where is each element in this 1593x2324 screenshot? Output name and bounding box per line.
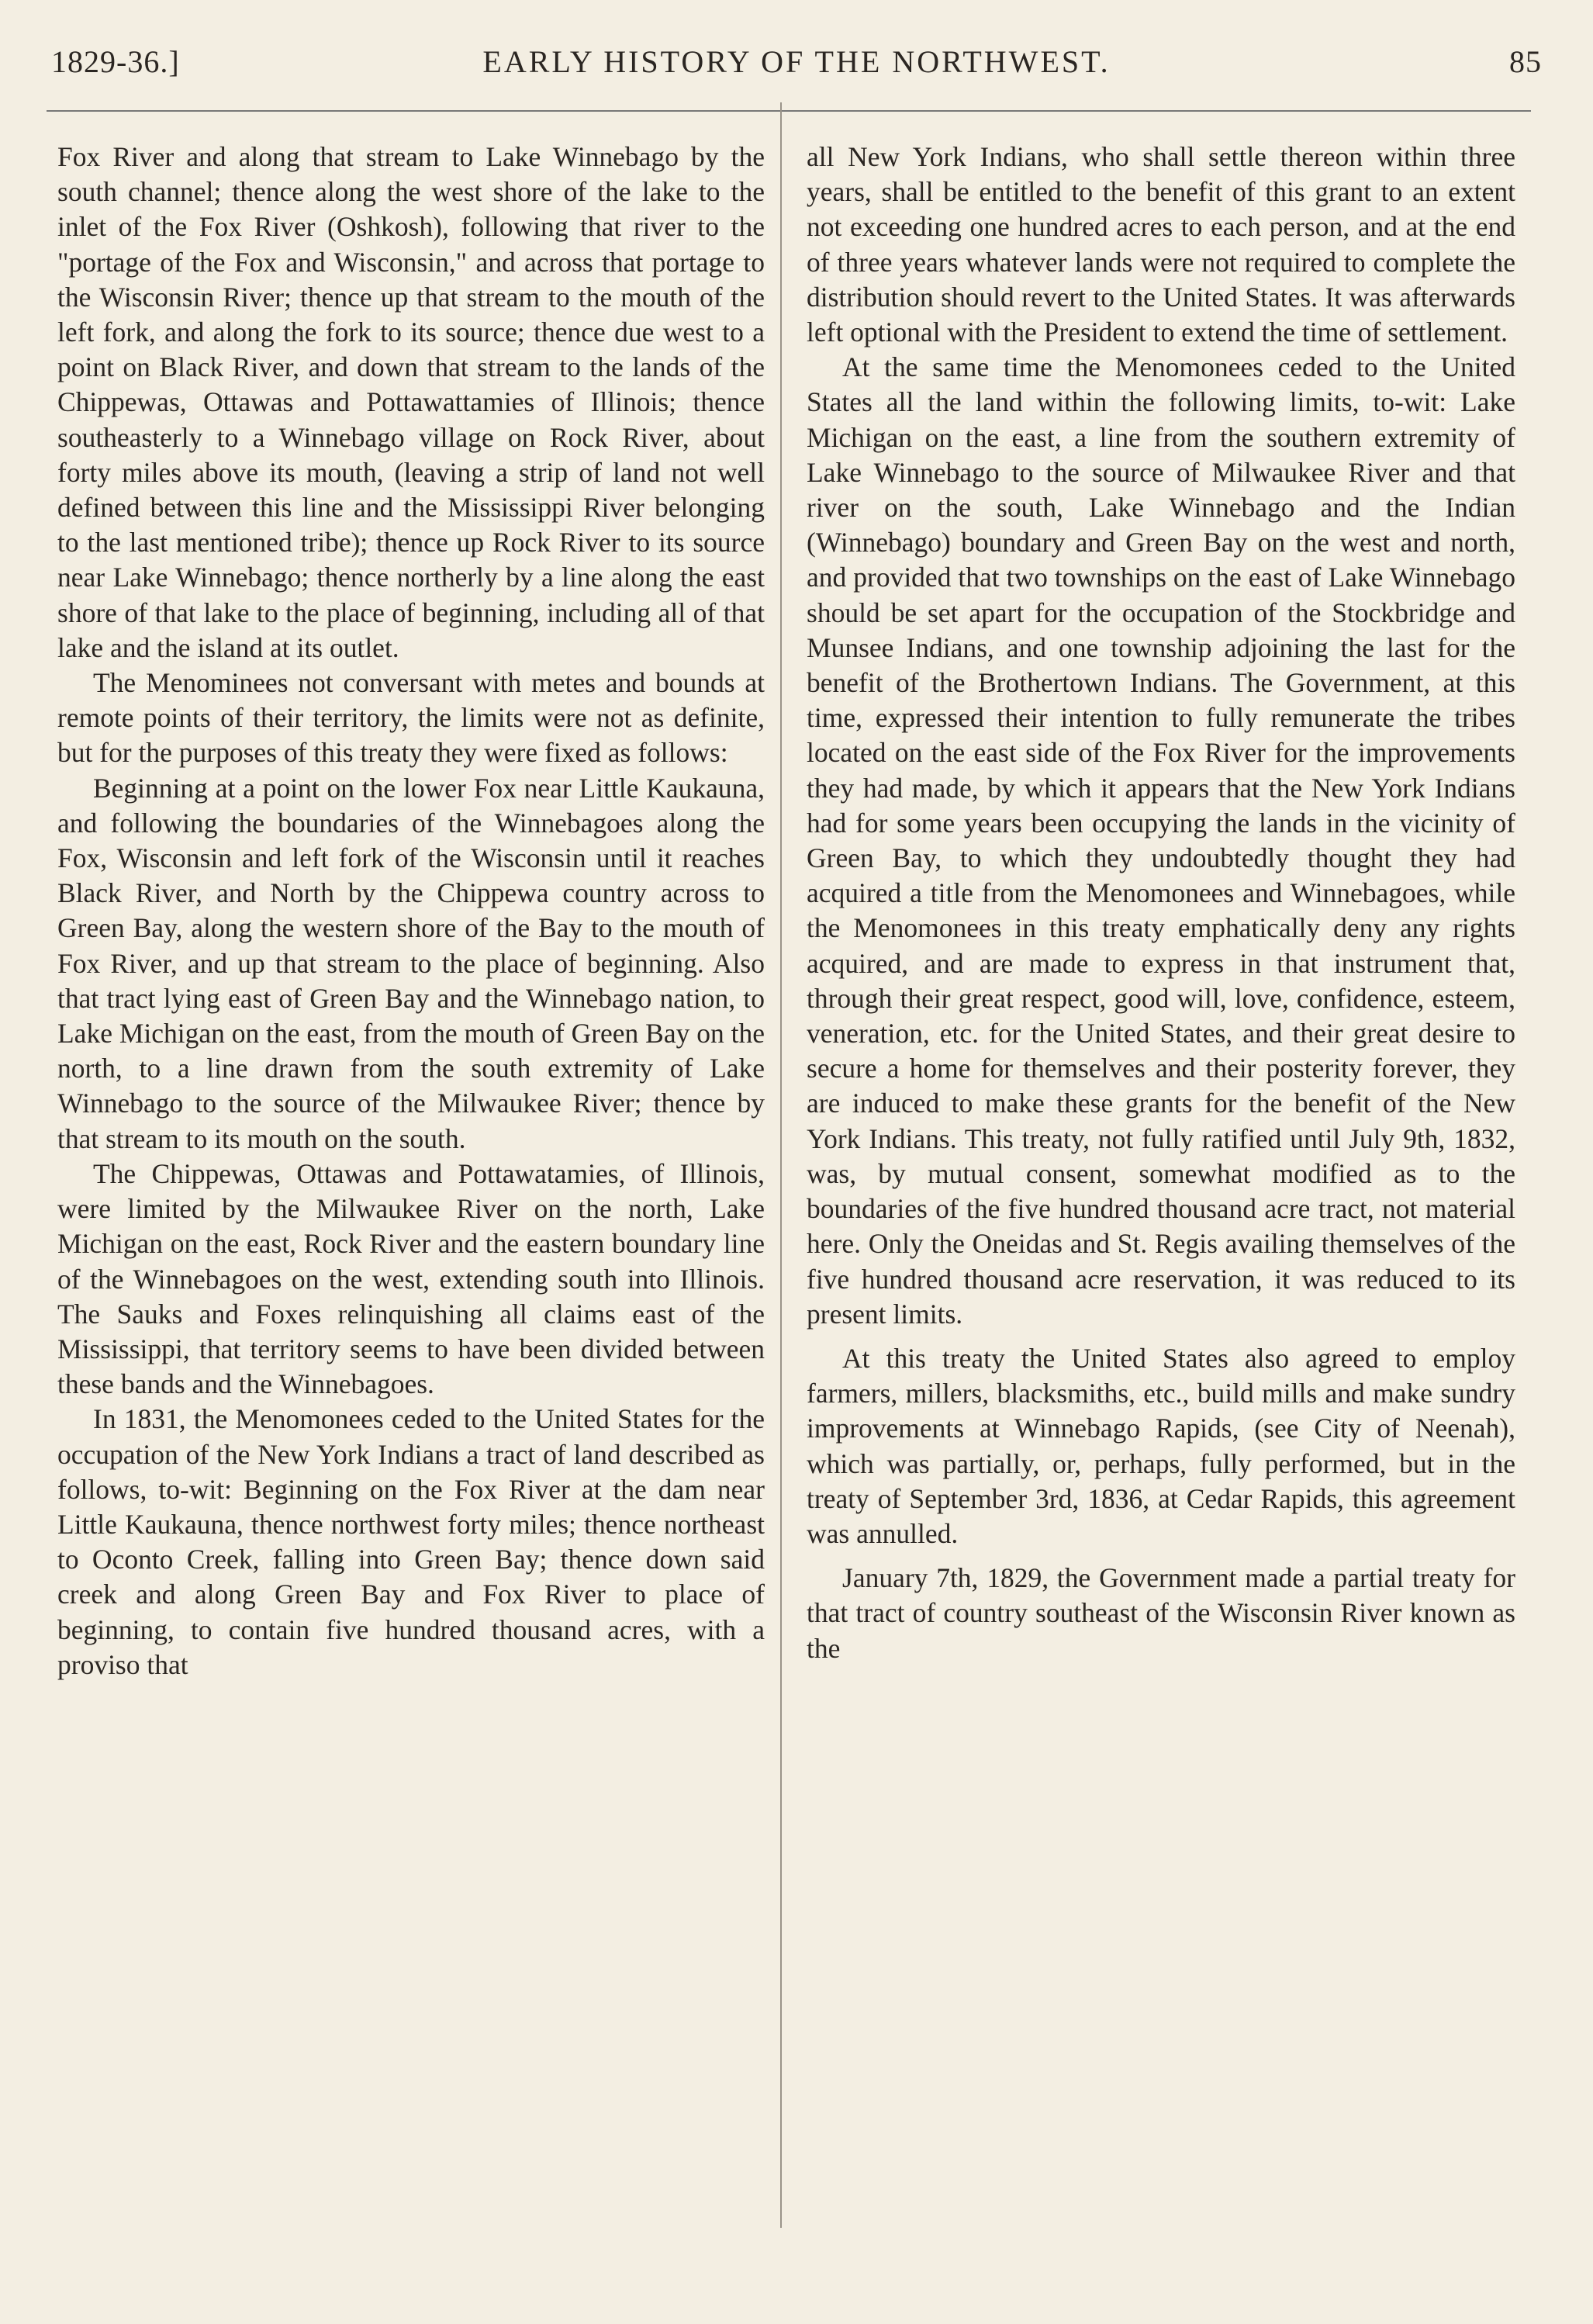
paragraph: The Chippewas, Ottawas and Pottawatamies, of Illinois, were limited by the Milwaukee River on the north, Lake Michigan on the east, Rock River and the eastern boundary line of the Winnebagoes on the west, extending south into Illinois. The Sauks and Foxes relinquishing all claims east of the Mississippi, that territory seems to have been divided between these bands and the Winnebagoes. [57, 1157, 765, 1400]
header-date-range: 1829-36.] [51, 44, 180, 79]
right-column [807, 140, 1515, 1666]
paragraph: Beginning at a point on the lower Fox near Little Kaukauna, and following the boundaries of the Winnebagoes along the Fox, Wisconsin and left fork of the Wisconsin until it reaches Black River, and North by the Chippewa country across to Green Bay, along the western shore of the Bay to the mouth of Fox River, and up that stream to the place of beginning. Also that tract lying east of Green Bay and the Winnebago nation, to Lake Michigan on the east, from the mouth of Green Bay on the north, to a line drawn from the south extremity of Lake Winnebago to the source of the Milwaukee River; thence by that stream to its mouth on the south. [57, 772, 765, 1154]
paragraph: The Menominees not conversant with metes and bounds at remote points of their territory, the limits were not as definite, but for the purposes of this treaty they were fixed as follows: [57, 667, 765, 769]
paragraph: In 1831, the Menomonees ceded to the United States for the occupation of the New York Indians a tract of land described as follows, to-wit: Beginning on the Fox River at the dam near Little Kaukauna, thence northwest forty miles; thence northeast to Oconto Creek, falling into Green Bay; thence down said creek and along Green Bay and Fox River to place of beginning, to contain five hundred thousand acres, with a proviso that [57, 1403, 765, 1680]
column-divider [780, 102, 782, 2228]
left-column [57, 140, 765, 1682]
header-rule [47, 110, 1531, 112]
paragraph: At the same time the Menomonees ceded to the United States all the land within the following limits, to-wit: Lake Michigan on the east, a line from the southern extremity of Lake Winnebago to the source of Milwaukee River and that river on the south, Lake Winnebago and the Indian (Winnebago) boundary and Green Bay on the west and north, and provided that two townships on the east of Lake Winnebago should be set apart for the occupation of the Stockbridge and Munsee Indians, and one township adjoining the last for the benefit of the Brothertown Indians. The Government, at this time, expressed their intention to fully remunerate the tribes located on the east side of the Fox River for the improvements they had made, by which it appears that the New York Indians had for some years been occupying the lands in the vicinity of Green Bay, to which they undoubtedly thought they had acquired a title from the Menomonees and Winnebagoes, while the Menomonees in this treaty emphatically deny any rights acquired, and are made to express in that instrument that, through their great respect, good will, love, confidence, esteem, veneration, etc. for the United States, and their great desire to secure a home for themselves and their posterity forever, they are induced to make these grants for the benefit of the New York Indians. This treaty, not fully ratified until July 9th, 1832, was, by mutual consent, somewhat modified as to the boundaries of the five hundred thousand acre tract, not material here. Only the Oneidas and St. Regis availing themselves of the five hundred thousand acre reservation, it was reduced to its present limits. [807, 351, 1515, 1330]
page-number: 85 [1509, 44, 1542, 79]
running-header [51, 43, 1542, 87]
paragraph: Fox River and along that stream to Lake Winnebago by the south channel; thence along the west shore of the lake to the inlet of the Fox River (Oshkosh), following that river to the "portage of the Fox and Wisconsin," and across that portage to the Wisconsin River; thence up that stream to the mouth of the left fork, and along the fork to its source; thence due west to a point on Black River, and down that stream to the lands of the Chippewas, Ottawas and Pottawattamies of Illinois; thence southeasterly to a Winnebago village on Rock River, about forty miles above its mouth, (leaving a strip of land not well defined between this line and the Mississippi River belonging to the last mentioned tribe); thence up Rock River to its source near Lake Winnebago; thence northerly by a line along the east shore of that lake to the place of beginning, including all of that lake and the island at its outlet. [57, 141, 765, 663]
paragraph: all New York Indians, who shall settle thereon within three years, shall be entitled to the benefit of this grant to an extent not exceeding one hundred acres to each person, and at the end of three years whatever lands were not required to complete the distribution should revert to the United States. It was afterwards left optional with the President to extend the time of settlement. [807, 141, 1515, 348]
paragraph: January 7th, 1829, the Government made a partial treaty for that tract of country southeast of the Wisconsin River known as the [807, 1562, 1515, 1664]
header-title: EARLY HISTORY OF THE NORTHWEST. [482, 44, 1111, 79]
paragraph: At this treaty the United States also agreed to employ farmers, millers, blacksmiths, etc., build mills and make sundry improvements at Winnebago Rapids, (see City of Neenah), which was partially, or, perhaps, fully performed, but in the treaty of September 3rd, 1836, at Cedar Rapids, this agreement was annulled. [807, 1342, 1515, 1549]
